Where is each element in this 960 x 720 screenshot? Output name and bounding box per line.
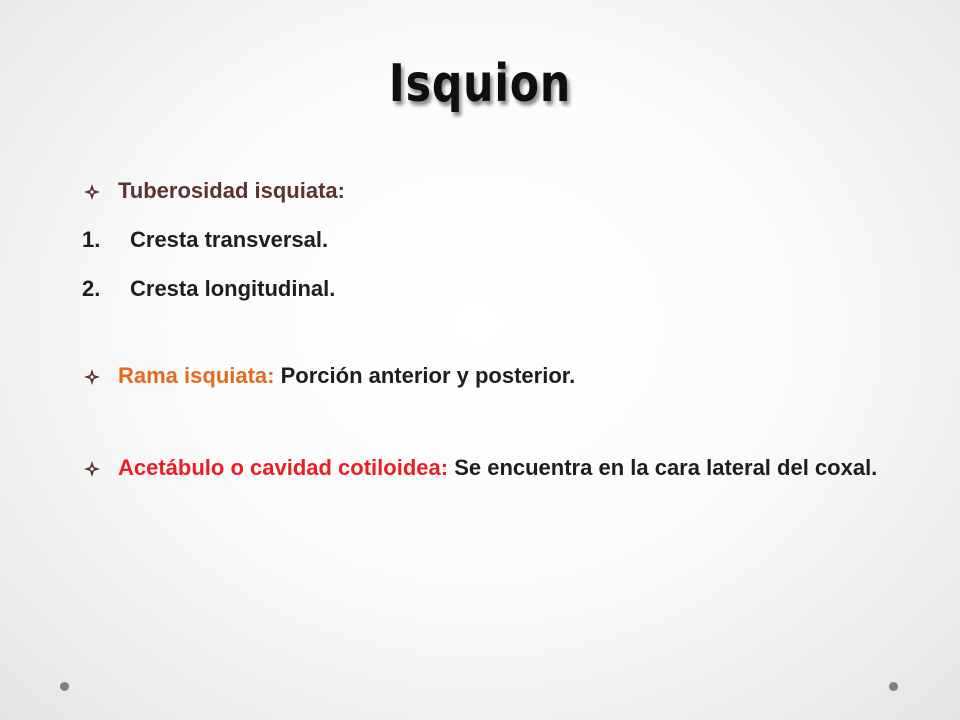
diamond-bullet-icon (84, 453, 104, 483)
acetabulo-label: Acetábulo o cavidad cotiloidea: (118, 455, 449, 480)
tuberosity-heading: Tuberosidad isquiata: (118, 178, 345, 203)
rama-line (118, 361, 880, 391)
corner-dot-left (60, 682, 69, 691)
item-text: Cresta transversal. (130, 227, 329, 252)
rama-label: Rama isquiata: (118, 363, 275, 388)
item-number: 2. (82, 276, 101, 301)
acetabulo-text: Se encuentra en la cara lateral del coxal. (448, 455, 878, 480)
item-number: 1. (82, 227, 101, 252)
diamond-bullet-icon (84, 361, 104, 391)
item-text: Cresta longitudinal. (130, 276, 336, 301)
corner-dot-right (889, 682, 898, 691)
rama-text: Porción anterior y posterior. (274, 363, 576, 388)
diamond-bullet-icon (84, 176, 104, 206)
acetabulo-paragraph (118, 453, 880, 483)
slide-title: Isquion (388, 54, 572, 114)
